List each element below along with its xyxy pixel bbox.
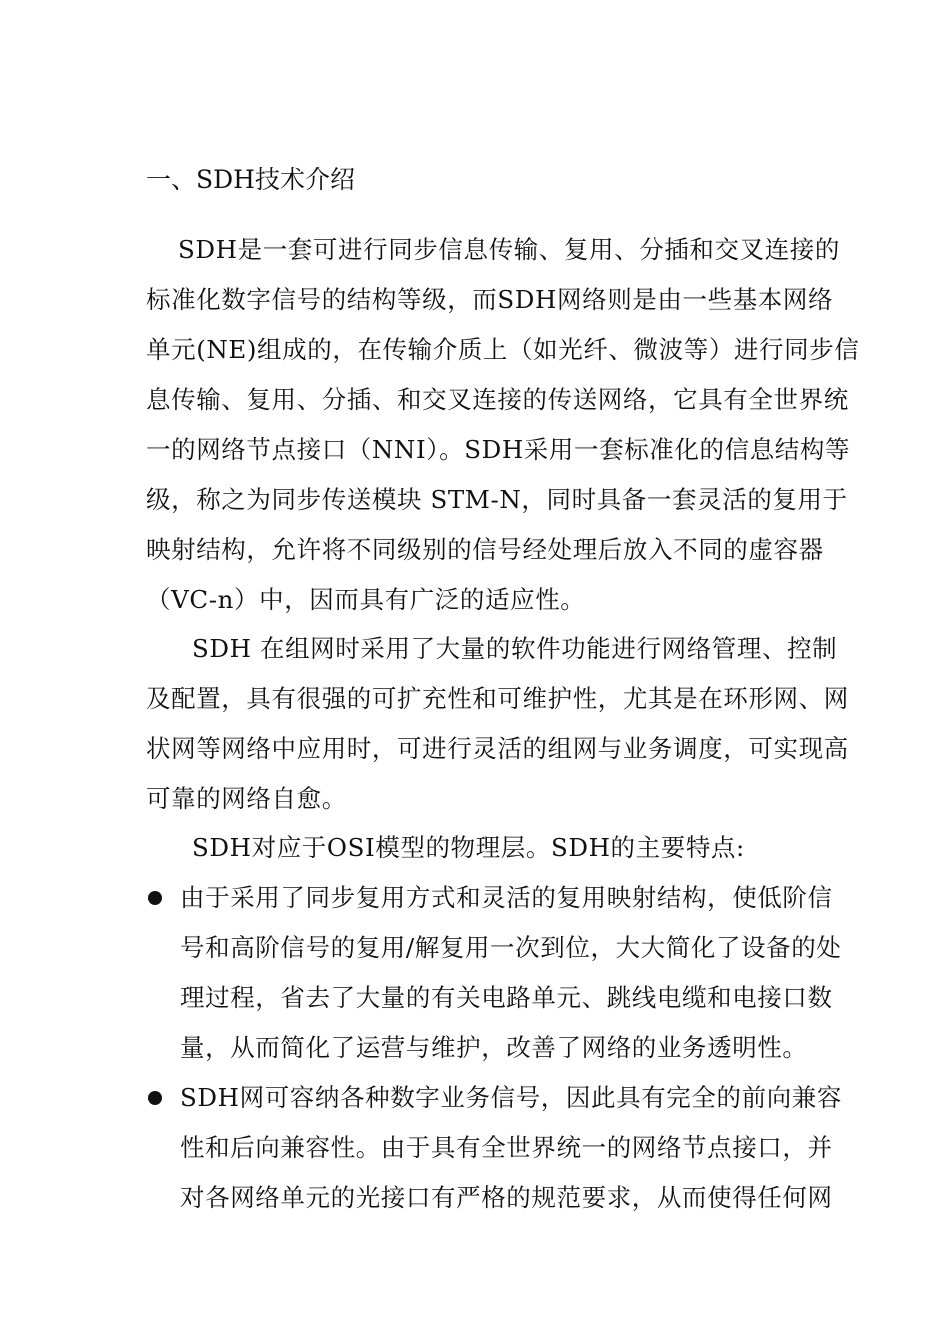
- text-line: SDH对应于OSI模型的物理层。SDH的主要特点:: [192, 833, 745, 862]
- bullet-icon: [148, 1091, 162, 1105]
- text-line: 由于采用了同步复用方式和灵活的复用映射结构，使低阶信: [180, 883, 833, 912]
- text-line: 息传输、复用、分插、和交叉连接的传送网络，它具有全世界统: [146, 385, 849, 414]
- list-item: [146, 873, 842, 1073]
- text-line: 性和后向兼容性。由于具有全世界统一的网络节点接口，并: [180, 1133, 833, 1162]
- text-line: （VC-n）中，因而具有广泛的适应性。: [146, 585, 586, 614]
- list-item: [146, 1073, 842, 1223]
- paragraph-intro: [146, 225, 860, 625]
- text-line: SDH网可容纳各种数字业务信号，因此具有完全的前向兼容: [180, 1083, 842, 1112]
- bullet-icon: [148, 891, 162, 905]
- text-line: 理过程，省去了大量的有关电路单元、跳线电缆和电接口数: [180, 983, 833, 1012]
- text-line: 量，从而简化了运营与维护，改善了网络的业务透明性。: [180, 1033, 808, 1062]
- section-heading-text: 一、SDH技术介绍: [146, 165, 355, 194]
- text-line: 单元(NE)组成的，在传输介质上（如光纤、微波等）进行同步信: [146, 335, 860, 364]
- text-line: SDH是一套可进行同步信息传输、复用、分插和交叉连接的: [178, 235, 840, 264]
- text-line: 级，称之为同步传送模块 STM-N，同时具备一套灵活的复用于: [146, 485, 848, 514]
- paragraph-network-management: [146, 624, 849, 824]
- text-line: 及配置，具有很强的可扩充性和可维护性，尤其是在环形网、网: [146, 684, 849, 713]
- section-heading: [146, 164, 355, 196]
- text-line: 号和高阶信号的复用/解复用一次到位，大大简化了设备的处: [180, 933, 842, 962]
- text-line: SDH 在组网时采用了大量的软件功能进行网络管理、控制: [192, 634, 838, 663]
- paragraph-features-intro: [146, 823, 810, 873]
- text-line: 状网等网络中应用时，可进行灵活的组网与业务调度，可实现高: [146, 734, 849, 763]
- feature-list: [146, 873, 842, 1223]
- text-line: 可靠的网络自愈。: [146, 784, 347, 813]
- text-line: 对各网络单元的光接口有严格的规范要求，从而使得任何网: [180, 1183, 833, 1212]
- text-line: 映射结构，允许将不同级别的信号经处理后放入不同的虚容器: [146, 535, 824, 564]
- text-line: 一的网络节点接口（NNI）。SDH采用一套标准化的信息结构等: [146, 435, 851, 464]
- text-line: 标准化数字信号的结构等级，而SDH网络则是由一些基本网络: [146, 285, 834, 314]
